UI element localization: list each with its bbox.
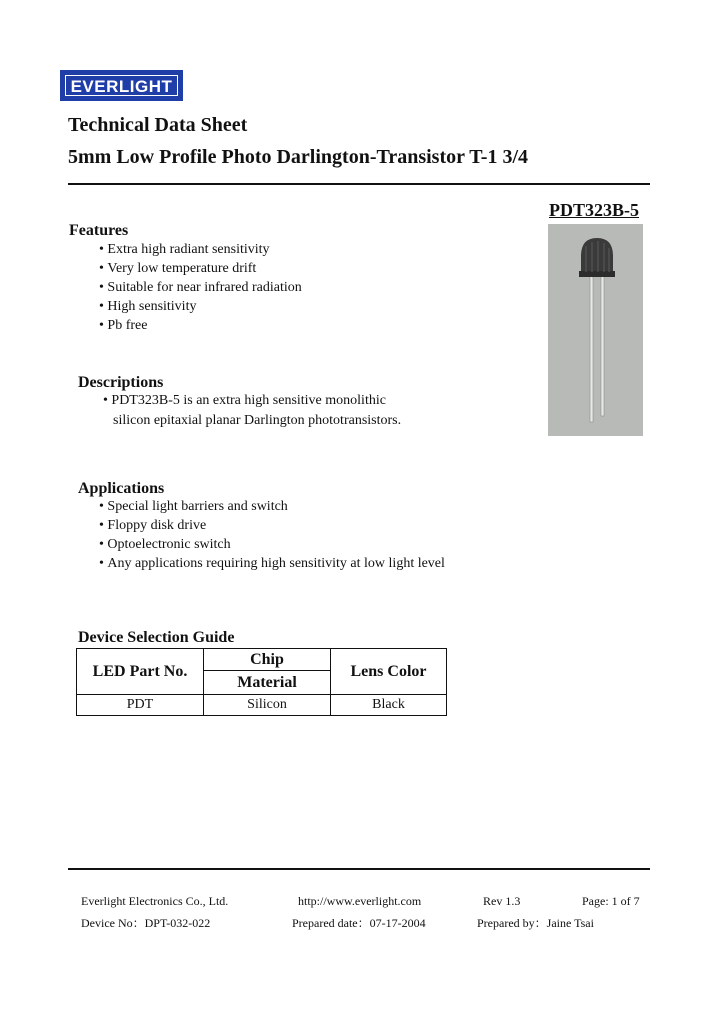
features-list — [99, 240, 302, 335]
list-item: • Any applications requiring high sensitivity at low light level — [99, 554, 445, 573]
col-header-lens: Lens Color — [331, 649, 447, 695]
list-item: • Floppy disk drive — [99, 516, 445, 535]
product-photo — [548, 224, 643, 436]
list-item: • Special light barriers and switch — [99, 497, 445, 516]
list-item: • Extra high radiant sensitivity — [99, 240, 302, 259]
guide-heading: Device Selection Guide — [78, 629, 235, 646]
footer-device-no: Device No：DPT-032-022 — [81, 916, 211, 930]
list-item: • High sensitivity — [99, 297, 302, 316]
col-header-chip: Chip — [204, 649, 331, 671]
description-line-2: silicon epitaxial planar Darlington phototransistors. — [113, 413, 402, 428]
description-text-1: PDT323B-5 is an extra high sensitive monolithic — [111, 393, 386, 408]
list-item: • Optoelectronic switch — [99, 535, 445, 554]
cell-lens: Black — [331, 695, 447, 716]
description-line-1: • PDT323B-5 is an extra high sensitive monolithic — [103, 393, 386, 408]
logo-text: EVERLIGHT — [65, 75, 178, 96]
footer-url[interactable]: http://www.everlight.com — [298, 894, 422, 908]
footer-company: Everlight Electronics Co., Ltd. — [81, 894, 229, 908]
header-divider — [68, 183, 650, 185]
page-title: Technical Data Sheet — [68, 114, 248, 136]
phototransistor-image — [548, 224, 643, 436]
cell-chip: Silicon — [204, 695, 331, 716]
cell-part: PDT — [77, 695, 204, 716]
device-selection-table — [76, 648, 447, 716]
table-row — [77, 695, 447, 716]
page-subtitle: 5mm Low Profile Photo Darlington-Transistor T-1 3/4 — [68, 146, 528, 168]
list-item: • Very low temperature drift — [99, 259, 302, 278]
descriptions-heading: Descriptions — [78, 374, 164, 391]
part-number: PDT323B-5 — [549, 200, 639, 220]
everlight-logo — [60, 70, 183, 101]
applications-heading: Applications — [78, 480, 165, 497]
col-header-material: Material — [204, 671, 331, 695]
footer-prepared-date: Prepared date：07-17-2004 — [292, 916, 426, 930]
applications-list — [99, 497, 445, 573]
footer-divider — [68, 868, 650, 870]
col-header-part: LED Part No. — [77, 649, 204, 695]
footer-prepared-by: Prepared by：Jaine Tsai — [477, 916, 594, 930]
list-item: • Suitable for near infrared radiation — [99, 278, 302, 297]
footer-page: Page: 1 of 7 — [582, 894, 640, 908]
list-item: • Pb free — [99, 316, 302, 335]
features-heading: Features — [69, 222, 129, 239]
footer-rev: Rev 1.3 — [483, 894, 521, 908]
